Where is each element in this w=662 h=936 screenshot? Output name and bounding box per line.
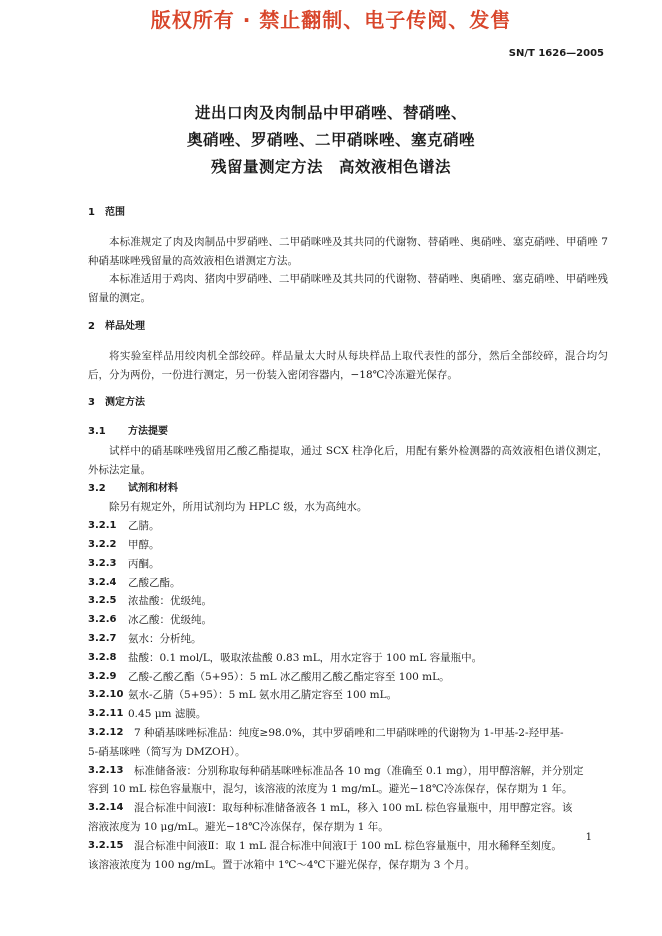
list-item <box>88 592 608 611</box>
list-item <box>88 611 608 630</box>
item-text: 浓盐酸：优级纯。 <box>128 595 212 608</box>
section-1-paragraph-2: 本标准适用于鸡肉、猪肉中罗硝唑、二甲硝咪唑及其共同的代谢物、替硝唑、奥硝唑、塞克硝唑、甲硝唑残留量的测定。 <box>88 273 608 305</box>
item-text: 丙酮。 <box>128 557 160 570</box>
subsection-title: 方法提要 <box>128 426 168 438</box>
item-number: 3.2.4 <box>88 576 117 588</box>
item-number: 3.2.1 <box>88 520 117 532</box>
list-item <box>88 517 608 536</box>
document-title <box>0 100 662 181</box>
subsection-3-1-heading <box>88 423 608 442</box>
reagent-item-3-2-13 <box>88 762 608 800</box>
reagent-item-3-2-15 <box>88 837 608 875</box>
item-text: 氨水-乙腈（5+95）：5 mL 氨水用乙腈定容至 100 mL。 <box>128 689 398 702</box>
section-3-heading: 3 测定方法 <box>88 397 145 409</box>
item-number: 3.2.3 <box>88 557 117 569</box>
standard-number: SN/T 1626—2005 <box>508 48 604 59</box>
item-number: 3.2.6 <box>88 614 117 626</box>
item-text-continued: 容到 10 mL 棕色容量瓶中，混匀，该溶液的浓度为 1 mg/mL。避光−18℃冷冻保存，保存期为 1 年。 <box>88 783 573 796</box>
item-text: 7 种硝基咪唑标准品：纯度≥98.0%，其中罗硝唑和二甲硝咪唑的代谢物为 1-甲基-2-羟甲基- <box>134 726 564 739</box>
item-number: 3.2.5 <box>88 595 117 607</box>
item-text: 盐酸：0.1 mol/L，吸取浓盐酸 0.83 mL，用水定容于 100 mL 容量瓶中。 <box>128 651 483 664</box>
reagent-list <box>88 517 608 724</box>
item-text-continued: 溶液浓度为 10 μg/mL。避光−18℃冷冻保存，保存期为 1 年。 <box>88 820 389 833</box>
item-text-continued: 5-硝基咪唑（简写为 DMZOH）。 <box>88 745 246 758</box>
page-number: 1 <box>585 832 592 843</box>
section-1-heading: 1 范围 <box>88 207 125 218</box>
list-item <box>88 555 608 574</box>
copyright-watermark: 版权所有 · 禁止翻制、电子传阅、发售 <box>150 8 512 32</box>
item-text: 0.45 μm 滤膜。 <box>128 708 207 721</box>
item-number: 3.2.13 <box>88 764 124 776</box>
subsection-number: 3.1 <box>88 426 106 438</box>
list-item <box>88 649 608 668</box>
list-item <box>88 668 608 687</box>
title-line-1: 进出口肉及肉制品中甲硝唑、替硝唑、 <box>194 104 467 122</box>
list-item <box>88 630 608 649</box>
item-text: 乙腈。 <box>128 520 160 533</box>
section-2-paragraph: 将实验室样品用绞肉机全部绞碎。样品量太大时从每块样品上取代表性的部分，然后全部绞碎，混合均匀后，分为两份，一份进行测定，另一份装入密闭容器内，−18℃冷冻避光保存。 <box>88 349 608 381</box>
item-text: 混合标准中间液Ⅱ：取 1 mL 混合标准中间液Ⅰ于 100 mL 棕色容量瓶中，用水稀释至刻度。 <box>134 839 562 852</box>
section-1-paragraph-1: 本标准规定了肉及肉制品中罗硝唑、二甲硝咪唑及其共同的代谢物、替硝唑、奥硝唑、塞克硝唑、甲硝唑 7 种硝基咪唑残留量的高效液相色谱测定方法。 <box>88 235 608 267</box>
item-number: 3.2.14 <box>88 802 124 814</box>
item-number: 3.2.10 <box>88 689 124 701</box>
item-number: 3.2.12 <box>88 726 124 738</box>
reagent-item-3-2-14 <box>88 799 608 837</box>
subsection-3-2-heading <box>88 480 608 499</box>
item-number: 3.2.8 <box>88 651 117 663</box>
item-text: 乙酸-乙酸乙酯（5+95）：5 mL 冰乙酸用乙酸乙酯定容至 100 mL。 <box>128 670 450 683</box>
item-text: 乙酸乙酯。 <box>128 576 181 589</box>
title-line-2: 奥硝唑、罗硝唑、二甲硝咪唑、塞克硝唑 <box>186 131 475 149</box>
document-body <box>88 204 608 874</box>
reagent-item-3-2-12 <box>88 724 608 762</box>
subsection-3-1-paragraph: 试样中的硝基咪唑残留用乙酸乙酯提取，通过 SCX 柱净化后，用配有紫外检测器的高效液相色谱仪测定，外标法定量。 <box>88 444 608 476</box>
list-item <box>88 536 608 555</box>
list-item <box>88 574 608 593</box>
item-text-continued: 该溶液浓度为 100 ng/mL。置于冰箱中 1℃～4℃下避光保存，保存期为 3 个月。 <box>88 858 476 871</box>
subsection-number: 3.2 <box>88 482 106 494</box>
subsection-3-2-paragraph: 除另有规定外，所用试剂均为 HPLC 级，水为高纯水。 <box>109 501 368 514</box>
section-2-heading: 2 样品处理 <box>88 320 145 332</box>
title-line-3: 残留量测定方法 高效液相色谱法 <box>210 158 451 176</box>
item-text: 甲醇。 <box>128 538 160 551</box>
item-text: 标准储备液：分别称取每种硝基咪唑标准品各 10 mg（准确至 0.1 mg），用甲醇溶解，并分别定 <box>134 764 584 777</box>
item-number: 3.2.7 <box>88 632 117 644</box>
item-number: 3.2.15 <box>88 839 124 851</box>
list-item <box>88 686 608 705</box>
item-text: 混合标准中间液Ⅰ：取每种标准储备液各 1 mL，移入 100 mL 棕色容量瓶中，用甲醇定容。该 <box>134 802 573 815</box>
item-number: 3.2.9 <box>88 670 117 682</box>
item-number: 3.2.11 <box>88 708 124 720</box>
item-number: 3.2.2 <box>88 538 117 550</box>
list-item <box>88 705 608 724</box>
item-text: 氨水：分析纯。 <box>128 632 202 645</box>
subsection-title: 试剂和材料 <box>128 482 178 494</box>
item-text: 冰乙酸：优级纯。 <box>128 614 212 627</box>
